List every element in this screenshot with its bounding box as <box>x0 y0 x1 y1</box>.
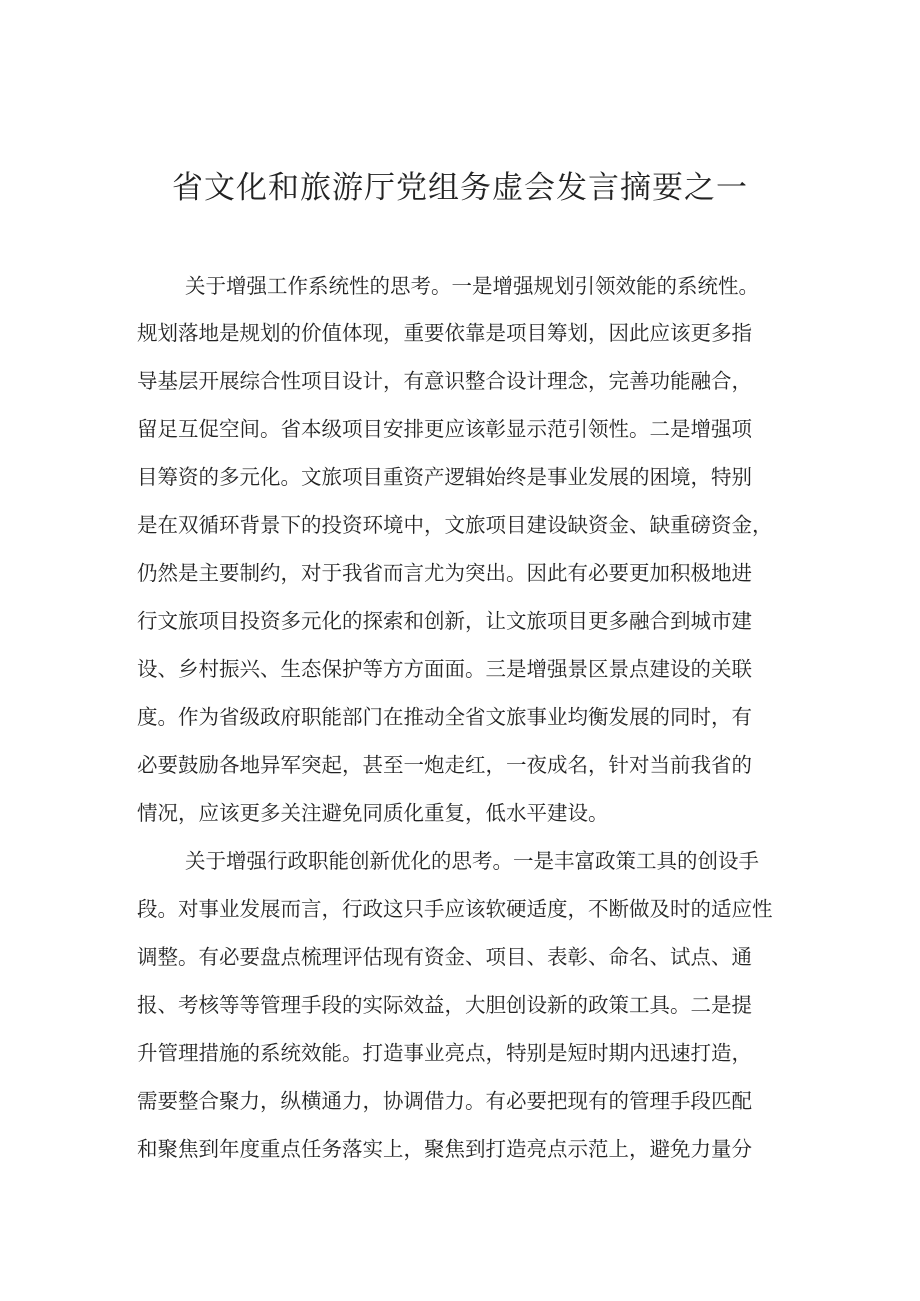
paragraph-line: 导基层开展综合性项目设计，有意识整合设计理念，完善功能融合， <box>137 369 752 393</box>
paragraph-line: 报、考核等等管理手段的实际效益，大胆创设新的政策工具。二是提 <box>137 993 752 1017</box>
paragraph-line: 段。对事业发展而言，行政这只手应该软硬适度，不断做及时的适应性 <box>137 897 773 921</box>
paragraph-line: 设、乡村振兴、生态保护等方方面面。三是增强景区景点建设的关联 <box>137 657 752 681</box>
paragraph-line: 目筹资的多元化。文旅项目重资产逻辑始终是事业发展的困境，特别 <box>137 465 752 489</box>
paragraph-line: 关于增强工作系统性的思考。一是增强规划引领效能的系统性。 <box>185 274 759 298</box>
paragraph-line: 升管理措施的系统效能。打造事业亮点，特别是短时期内迅速打造， <box>137 1041 752 1065</box>
paragraph-line: 是在双循环背景下的投资环境中，文旅项目建设缺资金、缺重磅资金， <box>137 513 773 537</box>
paragraph-line: 调整。有必要盘点梳理评估现有资金、项目、表彰、命名、试点、通 <box>137 945 752 969</box>
document-title: 省文化和旅游厅党组务虚会发言摘要之一 <box>172 170 748 206</box>
paragraph-line: 行文旅项目投资多元化的探索和创新，让文旅项目更多融合到城市建 <box>137 609 752 633</box>
paragraph-line: 度。作为省级政府职能部门在推动全省文旅事业均衡发展的同时，有 <box>137 705 752 729</box>
paragraph-line: 需要整合聚力，纵横通力，协调借力。有必要把现有的管理手段匹配 <box>137 1089 752 1113</box>
paragraph-line: 规划落地是规划的价值体现，重要依靠是项目筹划，因此应该更多指 <box>137 321 752 345</box>
paragraph-line: 关于增强行政职能创新优化的思考。一是丰富政策工具的创设手 <box>185 849 759 873</box>
paragraph-line: 和聚焦到年度重点任务落实上，聚焦到打造亮点示范上，避免力量分 <box>137 1137 752 1161</box>
paragraph-line: 必要鼓励各地异军突起，甚至一炮走红，一夜成名，针对当前我省的 <box>137 753 752 777</box>
paragraph-line: 仍然是主要制约，对于我省而言尤为突出。因此有必要更加积极地进 <box>137 561 752 585</box>
paragraph-line: 情况，应该更多关注避免同质化重复，低水平建设。 <box>137 801 609 825</box>
paragraph-line: 留足互促空间。省本级项目安排更应该彰显示范引领性。二是增强项 <box>137 417 752 441</box>
